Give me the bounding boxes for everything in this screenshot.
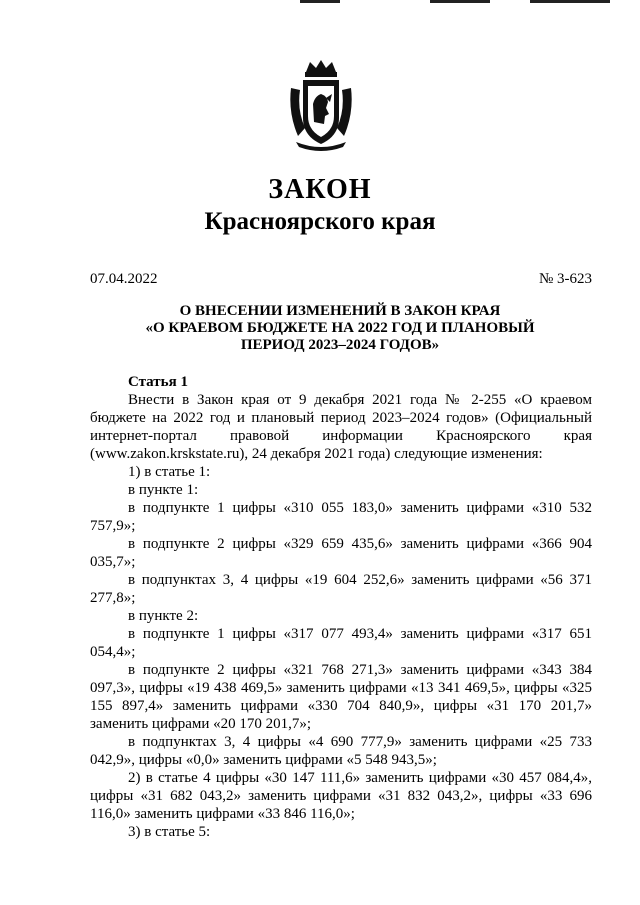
paragraph: Внести в Закон края от 9 декабря 2021 года № 2-255 «О краевом бюджете на 2022 год и плановый период 2023–2024 годов» (Официальный интернет-портал правовой информации Красноярского края (www.zakon.krskstate.ru), 24 декабря 2021 года) следующие изменения: <box>90 392 592 462</box>
heading-line: О ВНЕСЕНИИ ИЗМЕНЕНИЙ В ЗАКОН КРАЯ <box>179 303 501 319</box>
paragraph: в подпункте 2 цифры «329 659 435,6» заменить цифрами «366 904 035,7»; <box>90 536 592 570</box>
paragraph: 2) в статье 4 цифры «30 147 111,6» заменить цифрами «30 457 084,4», цифры «31 682 043,2» заменить цифрами «31 832 043,2», цифры «33 696 116,0» заменить цифрами «33 846 116,0»; <box>90 770 592 822</box>
paragraph: в подпункте 1 цифры «310 055 183,0» заменить цифрами «310 532 757,9»; <box>90 500 592 534</box>
heading-line: ПЕРИОД 2023–2024 ГОДОВ» <box>240 337 440 353</box>
heading-line: «О КРАЕВОМ БЮДЖЕТЕ НА 2022 ГОД И ПЛАНОВЫЙ <box>145 320 535 336</box>
paragraph: 3) в статье 5: <box>128 824 211 840</box>
coat-of-arms-emblem <box>288 58 354 152</box>
article-title: Статья 1 <box>128 374 188 390</box>
scan-edge-marks <box>0 0 640 6</box>
article-body <box>90 391 592 841</box>
paragraph: в подпунктах 3, 4 цифры «19 604 252,6» заменить цифрами «56 371 277,8»; <box>90 572 592 606</box>
document-subtitle: Красноярского края <box>204 208 436 235</box>
paragraph: в пункте 2: <box>128 608 199 624</box>
document-title: ЗАКОН <box>268 174 372 205</box>
paragraph: в подпунктах 3, 4 цифры «4 690 777,9» заменить цифрами «25 733 042,9», цифры «0,0» заменить цифрами «5 548 943,5»; <box>90 734 592 768</box>
paragraph: в пункте 1: <box>128 482 199 498</box>
document-date: 07.04.2022 <box>90 271 158 287</box>
paragraph: в подпункте 2 цифры «321 768 271,3» заменить цифрами «343 384 097,3», цифры «19 438 469,5» заменить цифрами «13 341 469,5», цифры «325 155 897,4» заменить цифрами «330 704 840,9», цифры «31 170 201,7» заменить цифрами «20 170 201,7»; <box>90 662 592 732</box>
law-heading <box>90 303 590 354</box>
paragraph: в подпункте 1 цифры «317 077 493,4» заменить цифрами «317 651 054,4»; <box>90 626 592 660</box>
paragraph: 1) в статье 1: <box>128 464 211 480</box>
document-number: № 3-623 <box>538 271 592 287</box>
